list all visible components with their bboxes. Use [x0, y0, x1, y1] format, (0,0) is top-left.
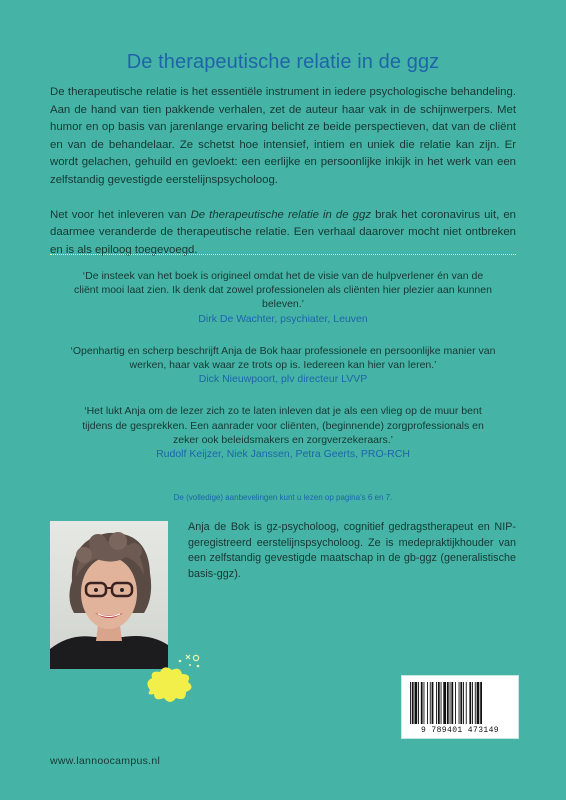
isbn-barcode — [401, 675, 519, 739]
recommendations-note: De (volledige) aanbevelingen kunt u lezen op pagina’s 6 en 7. — [173, 493, 393, 502]
author-photo — [50, 521, 168, 669]
barcode-bar — [441, 682, 442, 724]
barcode-bar — [466, 682, 467, 724]
barcode-bar — [460, 682, 462, 724]
barcode-bar — [459, 682, 460, 724]
intro-p2-end: brak het coronavirus uit, en daarmee veranderde de therapeutische relatie. Een verhaal daarover mocht niet ontbreken en is als epiloog toegevoegd. — [50, 208, 516, 256]
barcode-bar — [410, 682, 411, 724]
barcode-bar — [451, 682, 453, 724]
barcode-bar — [430, 682, 431, 724]
barcode-bar — [475, 682, 476, 724]
author-bio: Anja de Bok is gz-psycholoog, cognitief gedragstherapeut en NIP-geregistreerd eerstelijnspsycholoog. Ze is medepraktijkhouder van een zelfstandig gevestigde maatschap in de gb-ggz (generalistische basis-ggz). — [188, 521, 516, 580]
author-portrait-icon — [50, 521, 168, 669]
barcode-bar — [443, 682, 446, 724]
testimonial-author: Rudolf Keijzer, Niek Janssen, Petra Geerts, PRO-RCH — [156, 448, 410, 461]
intro-text — [50, 84, 516, 276]
publisher-website-link[interactable]: www.lannoocampus.nl — [50, 755, 161, 767]
testimonial — [70, 344, 496, 387]
intro-paragraph-2 — [50, 207, 516, 260]
testimonial-text: ‘Het lukt Anja om de lezer zich zo te laten inleven dat je als een vlieg op de muur bent tijdens de gesprekken. Een aanrader voor cliënten, (beginnende) zorgprofessionals en zeker ook beleidsmakers en zorgverzekeraars.’ — [82, 405, 484, 446]
barcode-bar — [427, 682, 428, 724]
intro-paragraph-1: De therapeutische relatie is het essentiële instrument in iedere psychologische behandeling. Aan de hand van tien pakkende verhalen, zet de auteur haar vak in de schijnwerpers. Met humor en op basis van jarenlange ervaring belicht ze beide perspectieven, dat van de cliënt en van de behandelaar. Ze schetst hoe intensief, intiem en uniek die relatie kan zijn. Er wordt gelachen, gehuild en gevloekt: een eerlijke en persoonlijke inkijk in het werk van een zelfstandig gevestigde eerstelijnspsycholoog. — [50, 86, 516, 186]
barcode-icon — [408, 682, 512, 726]
testimonial — [70, 404, 496, 461]
intro-p2-book-title: De therapeutische relatie in de ggz — [190, 208, 372, 221]
barcode-bar — [415, 682, 418, 724]
barcode-bar — [421, 682, 423, 724]
testimonial-author: Dirk De Wachter, psychiater, Leuven — [198, 312, 368, 325]
barcode-bar — [477, 682, 480, 724]
book-title: De therapeutische relatie in de ggz — [126, 51, 440, 74]
testimonials — [70, 269, 496, 479]
barcode-bar — [447, 682, 449, 724]
isbn-number: 9 789401 473149 — [420, 726, 499, 735]
testimonial-author: Dick Nieuwpoort, plv directeur LVVP — [198, 373, 368, 386]
barcode-bar — [432, 682, 434, 724]
barcode-bar — [412, 682, 414, 724]
barcode-bar — [436, 682, 437, 724]
barcode-bar — [480, 682, 482, 724]
testimonial — [70, 269, 496, 326]
barcode-bar — [463, 682, 464, 724]
barcode-bar — [438, 682, 440, 724]
barcode-bar — [424, 682, 425, 724]
publisher-splash-icon — [140, 652, 210, 712]
barcode-bar — [450, 682, 451, 724]
barcode-bar — [455, 682, 456, 724]
intro-p2-start: Net voor het inleveren van — [50, 208, 191, 221]
testimonial-text: ‘De insteek van het boek is origineel omdat het de visie van de hulpverlener én van de cliënt mooi laat zien. Ik denk dat zowel professionelen als cliënten hier plezier aan kunnen beleven.’ — [74, 270, 492, 311]
barcode-bar — [472, 682, 473, 724]
barcode-bar — [469, 682, 471, 724]
dotted-divider — [50, 254, 516, 255]
barcode-bar — [418, 682, 419, 724]
testimonial-text: ‘Openhartig en scherp beschrijft Anja de Bok haar professionele en persoonlijke manier van werken, haar vak waar ze trots op is. Iedereen kan hier van leren.’ — [70, 344, 496, 372]
